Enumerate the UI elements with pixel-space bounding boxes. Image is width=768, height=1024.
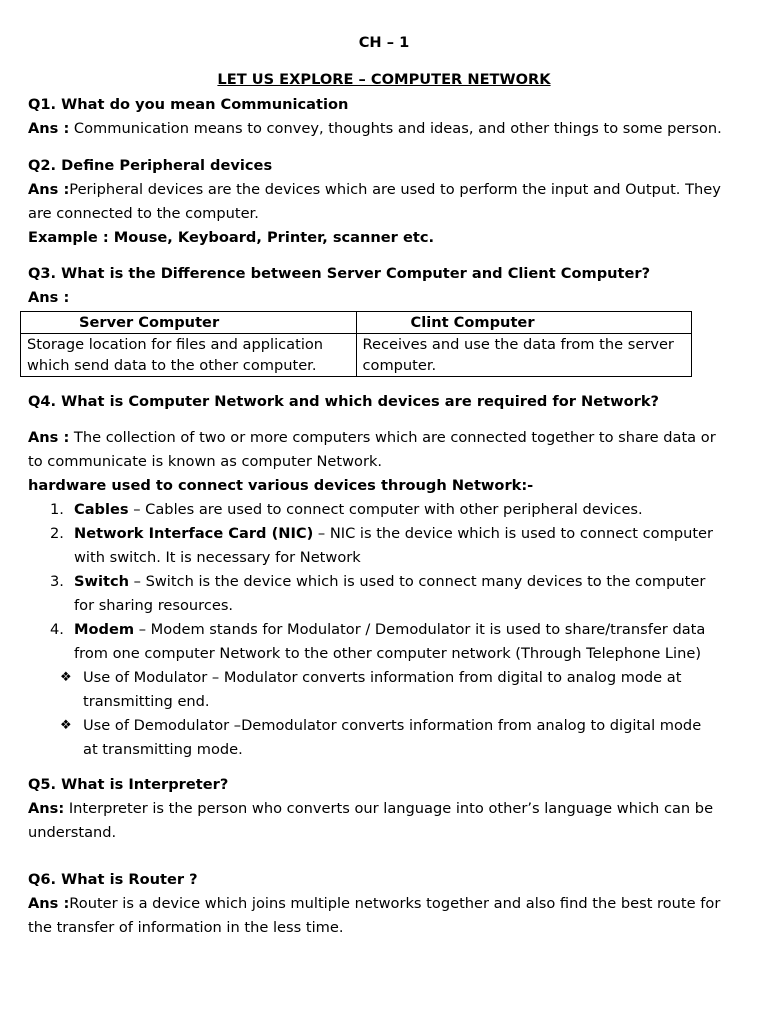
q6-answer-line-1	[28, 892, 728, 916]
q6-question: Q6. What is Router ?	[28, 871, 198, 888]
sub-item-text-continued: at transmitting mode.	[83, 741, 243, 758]
table-header-row	[21, 312, 692, 334]
diamond-bullet-icon: ❖	[60, 718, 72, 733]
q4-answer-line-1	[28, 426, 728, 450]
table-cell-server: Storage location for files and application which send data to the other computer.	[21, 334, 357, 377]
q3-block	[28, 262, 728, 310]
table-cell-client: Receives and use the data from the server computer.	[356, 334, 692, 377]
list-text: – Modem stands for Modulator / Demodulator it is used to share/transfer data	[134, 621, 706, 638]
q6-answer-line-2: the transfer of information in the less time.	[28, 919, 344, 936]
ans-label: Ans :	[28, 289, 70, 306]
q5-answer-line-2: understand.	[28, 824, 117, 841]
ans-label: Ans :	[28, 181, 70, 198]
ans-label: Ans :	[28, 429, 70, 446]
ans-label: Ans :	[28, 120, 70, 137]
list-term: Switch	[74, 573, 130, 590]
q4-question-text: Q4. What is Computer Network and which devices are required for Network?	[28, 393, 659, 410]
q4-question	[28, 390, 728, 414]
list-term: Cables	[74, 501, 129, 518]
list-text-continued: with switch. It is necessary for Network	[74, 549, 361, 566]
sub-item-text: Use of Modulator – Modulator converts information from digital to analog mode at	[83, 669, 682, 686]
q5-answer-line-1	[28, 797, 728, 821]
table-row	[21, 334, 692, 377]
q2-block	[28, 154, 728, 250]
q2-answer-text: Peripheral devices are the devices which are used to perform the input and Output. They	[69, 181, 721, 198]
page-title: LET US EXPLORE – COMPUTER NETWORK	[217, 71, 551, 88]
ans-label: Ans:	[28, 800, 65, 817]
list-item	[28, 522, 728, 570]
sub-item-text-continued: transmitting end.	[83, 693, 210, 710]
sub-list-item	[28, 666, 728, 714]
list-number: 3.	[50, 573, 64, 590]
q2-example: Example : Mouse, Keyboard, Printer, scanner etc.	[28, 229, 435, 246]
list-number: 1.	[50, 501, 64, 518]
q5-answer-text: Interpreter is the person who converts our language into other’s language which can be	[64, 800, 714, 817]
q1-block	[28, 93, 728, 141]
list-term: Network Interface Card (NIC)	[74, 525, 314, 542]
q2-answer-line-1	[28, 178, 728, 202]
list-text: – Cables are used to connect computer with other peripheral devices.	[128, 501, 643, 518]
q4-answer-line-2: to communicate is known as computer Network.	[28, 453, 383, 470]
diamond-bullet-icon: ❖	[60, 670, 72, 685]
list-text: – Switch is the device which is used to connect many devices to the computer	[129, 573, 706, 590]
q3-question: Q3. What is the Difference between Server Computer and Client Computer?	[28, 265, 651, 282]
sub-list-item	[28, 714, 728, 762]
q6-answer-text: Router is a device which joins multiple networks together and also find the best route for	[69, 895, 721, 912]
q2-answer-line-2: are connected to the computer.	[28, 205, 259, 222]
hardware-list	[28, 498, 728, 762]
q1-answer	[28, 117, 728, 141]
q4-answer-text: The collection of two or more computers which are connected together to share data or	[69, 429, 716, 446]
list-number: 4.	[50, 621, 64, 638]
q1-answer-text: Communication means to convey, thoughts and ideas, and other things to some person.	[69, 120, 722, 137]
q1-question: Q1. What do you mean Communication	[28, 96, 349, 113]
q2-question: Q2. Define Peripheral devices	[28, 157, 273, 174]
list-item	[28, 498, 728, 522]
chapter-heading: CH – 1	[358, 34, 410, 51]
list-text-continued: for sharing resources.	[74, 597, 234, 614]
list-text: – NIC is the device which is used to connect computer	[313, 525, 714, 542]
list-text-continued: from one computer Network to the other computer network (Through Telephone Line)	[74, 645, 702, 662]
hardware-heading: hardware used to connect various devices through Network:-	[28, 477, 534, 494]
q5-block	[28, 773, 728, 845]
q6-block	[28, 868, 728, 940]
q4-answer	[28, 426, 728, 498]
ans-label: Ans :	[28, 895, 70, 912]
table-header-client: Clint Computer	[356, 312, 692, 334]
list-number: 2.	[50, 525, 64, 542]
list-term: Modem	[74, 621, 135, 638]
list-item	[28, 570, 728, 618]
list-item	[28, 618, 728, 666]
table-header-server: Server Computer	[21, 312, 357, 334]
comparison-table	[20, 311, 692, 377]
q5-question: Q5. What is Interpreter?	[28, 776, 229, 793]
sub-item-text: Use of Demodulator –Demodulator converts information from analog to digital mode	[83, 717, 702, 734]
